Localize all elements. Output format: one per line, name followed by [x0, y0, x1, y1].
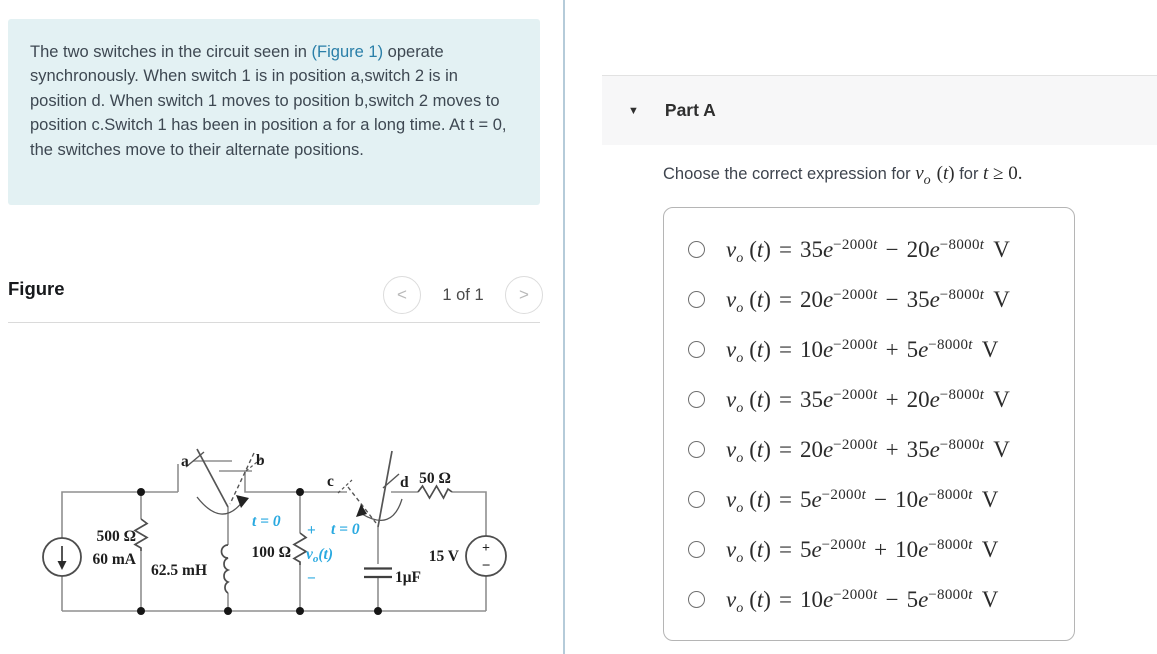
option-expression: $v_o$ $(t) = 20e^{-2000t} + 35e^{-8000t}$ V — [726, 436, 1010, 466]
radio-button[interactable] — [688, 241, 705, 258]
option-expression: $v_o$ $(t) = 35e^{-2000t} - 20e^{-8000t}$ V — [726, 236, 1010, 266]
resistor-100-symbol — [294, 533, 306, 565]
capacitor-symbol — [364, 569, 392, 578]
part-a-title: Part A — [664, 100, 716, 120]
problem-statement — [8, 19, 540, 205]
panel-divider — [563, 0, 565, 654]
radio-button[interactable] — [688, 491, 705, 508]
voltage-source-minus: − — [481, 558, 491, 574]
switch2-t0-label: t = 0 — [331, 521, 360, 538]
terminal-d-label: d — [400, 474, 409, 491]
switch2-terminal-c-tick — [338, 480, 352, 493]
prompt-math-vo: $v_o$ (t) — [915, 163, 955, 188]
option-expression: $v_o$ $(t) = 10e^{-2000t} - 5e^{-8000t}$ V — [726, 586, 999, 616]
options-list — [664, 224, 1074, 624]
radio-button[interactable] — [688, 391, 705, 408]
chevron-left-icon: < — [397, 285, 407, 304]
voltage-source-plus: + — [482, 541, 490, 556]
pager-next-button[interactable] — [505, 276, 543, 314]
inductor-symbol — [222, 545, 229, 593]
answer-options-box — [663, 207, 1075, 641]
switch2-motion-arrowhead — [356, 504, 367, 517]
capacitor-label: 1μF — [395, 569, 422, 586]
problem-text-before: The two switches in the circuit seen in — [30, 43, 312, 61]
current-source-label: 60 mA — [92, 551, 136, 568]
option-expression: $v_o$ $(t) = 10e^{-2000t} + 5e^{-8000t}$ V — [726, 336, 999, 366]
figure-pager — [383, 274, 543, 316]
collapse-triangle-icon[interactable]: ▼ — [628, 104, 639, 117]
figure-divider — [8, 322, 540, 323]
resistor-100-label: 100 Ω — [251, 544, 291, 561]
part-a-header[interactable] — [602, 75, 1157, 145]
terminal-b-label: b — [256, 452, 265, 469]
radio-button[interactable] — [688, 291, 705, 308]
vo-minus-label: − — [307, 570, 316, 587]
switch1-blade — [197, 449, 228, 507]
prompt-text: Choose the correct expression for — [663, 165, 911, 183]
pager-page-indicator: 1 of 1 — [442, 285, 484, 304]
answer-option-row[interactable] — [664, 424, 1074, 474]
answer-option-row[interactable] — [664, 224, 1074, 274]
resistor-500-label: 500 Ω — [96, 528, 136, 545]
option-expression: $v_o$ $(t) = 5e^{-2000t} + 10e^{-8000t}$ V — [726, 536, 999, 566]
switch2-dashed-blade — [348, 487, 376, 523]
prompt-text-for: for — [959, 165, 979, 183]
radio-button[interactable] — [688, 441, 705, 458]
resistor-500-symbol — [135, 519, 147, 551]
voltage-source-label: 15 V — [428, 548, 459, 565]
switch1-motion-arc — [197, 497, 243, 514]
answer-option-row[interactable] — [664, 324, 1074, 374]
chevron-right-icon: > — [519, 285, 529, 304]
answer-option-row[interactable] — [664, 474, 1074, 524]
switch1-t0-label: t = 0 — [252, 513, 281, 530]
vo-plus-label: + — [307, 522, 316, 539]
radio-button[interactable] — [688, 341, 705, 358]
pager-prev-button[interactable] — [383, 276, 421, 314]
answer-option-row[interactable] — [664, 374, 1074, 424]
terminal-c-label: c — [327, 473, 334, 490]
resistor-50-label: 50 Ω — [419, 470, 451, 487]
prompt-math-domain: t ≥ 0. — [983, 163, 1023, 184]
radio-button[interactable] — [688, 541, 705, 558]
question-prompt — [663, 163, 1143, 188]
switch2-terminal-d-tick — [383, 474, 399, 488]
circuit-diagram — [28, 438, 512, 634]
figure-link[interactable]: (Figure 1) — [311, 43, 384, 61]
answer-option-row[interactable] — [664, 524, 1074, 574]
switch2-blade — [378, 451, 392, 527]
switch1-dashed-blade — [230, 453, 254, 504]
option-expression: $v_o$ $(t) = 20e^{-2000t} - 35e^{-8000t}$ V — [726, 286, 1010, 316]
option-expression: $v_o$ $(t) = 5e^{-2000t} - 10e^{-8000t}$ V — [726, 486, 999, 516]
option-expression: $v_o$ $(t) = 35e^{-2000t} + 20e^{-8000t}$ V — [726, 386, 1010, 416]
vo-label: vo(t) — [306, 546, 334, 565]
problem-text-after: operate synchronously. When switch 1 is in position a,switch 2 is in position d. When switch 1 moves to position b,switch 2 moves to position c.Switch 1 has been in position a for a long time. At t = 0, the switches move to their alternate positions. — [30, 43, 507, 159]
figure-heading: Figure — [8, 278, 65, 299]
answer-option-row[interactable] — [664, 574, 1074, 624]
resistor-50-symbol — [418, 486, 452, 498]
radio-button[interactable] — [688, 591, 705, 608]
terminal-a-label: a — [181, 453, 189, 470]
answer-option-row[interactable] — [664, 274, 1074, 324]
inductor-label: 62.5 mH — [151, 562, 207, 579]
